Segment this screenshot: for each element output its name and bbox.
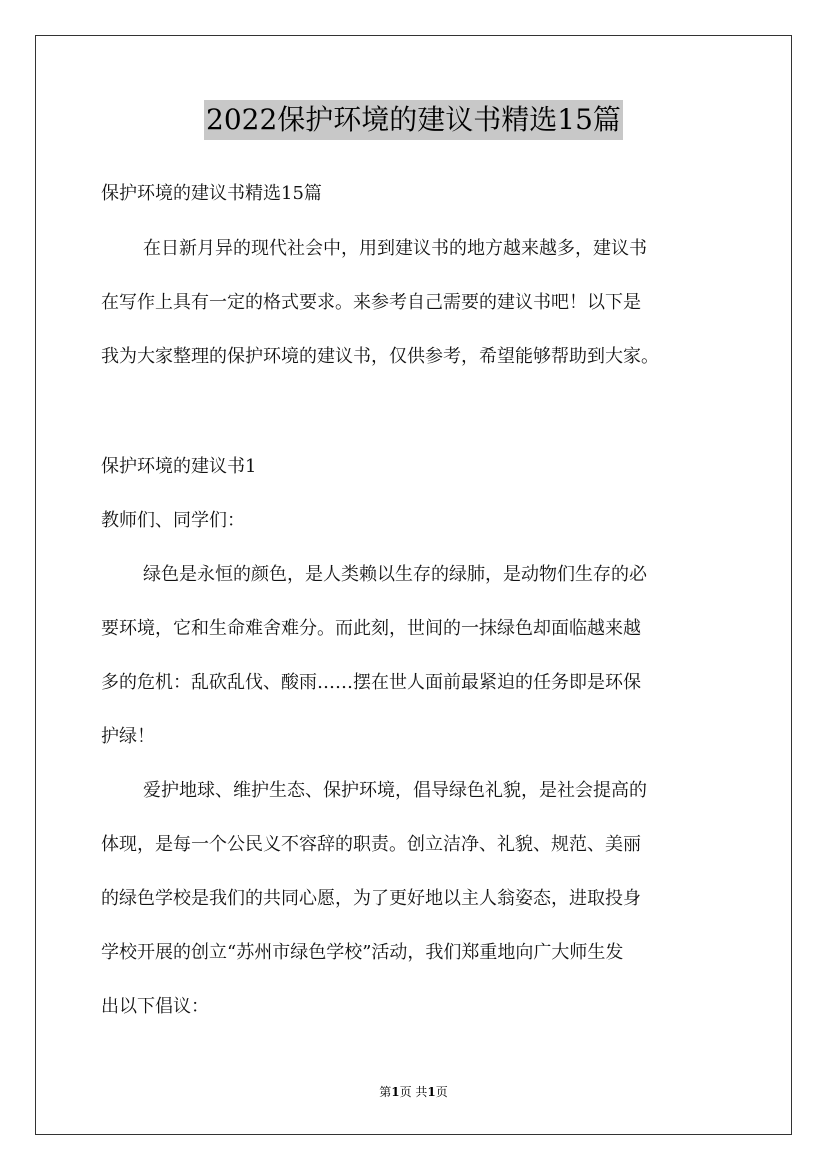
intro-line: 在日新月异的现代社会中，用到建议书的地方越来越多，建议书	[143, 238, 647, 259]
title-container	[0, 100, 827, 140]
page-total: 1	[427, 1085, 436, 1099]
paragraph-line: 爱护地球、维护生态、保护环境，倡导绿色礼貌，是社会提高的	[143, 780, 647, 801]
intro-line: 我为大家整理的保护环境的建议书，仅供参考，希望能够帮助到大家。	[101, 346, 659, 367]
paragraph-line: 学校开展的创立“苏州市绿色学校”活动，我们郑重地向广大师生发	[101, 942, 624, 963]
page-footer	[0, 1083, 827, 1100]
paragraph-line: 多的危机：乱砍乱伐、酸雨……摆在世人面前最紧迫的任务即是环保	[101, 672, 641, 693]
salutation: 教师们、同学们：	[101, 510, 245, 531]
page-number: 1	[391, 1085, 400, 1099]
paragraph-line: 出以下倡议：	[101, 996, 209, 1017]
paragraph-line: 绿色是永恒的颜色，是人类赖以生存的绿肺，是动物们生存的必	[143, 564, 647, 585]
footer-prefix: 第	[379, 1085, 392, 1099]
paragraph-line: 体现，是每一个公民义不容辞的职责。创立洁净、礼貌、规范、美丽	[101, 834, 641, 855]
paragraph-line: 要环境，它和生命难舍难分。而此刻，世间的一抹绿色却面临越来越	[101, 618, 641, 639]
footer-page-suffix: 页 共	[399, 1085, 428, 1099]
section-heading: 保护环境的建议书1	[101, 456, 257, 477]
paragraph-line: 的绿色学校是我们的共同心愿，为了更好地以主人翁姿态，进取投身	[101, 888, 641, 909]
paragraph-line: 护绿！	[101, 726, 155, 747]
footer-total-suffix: 页	[435, 1085, 448, 1099]
intro-line: 在写作上具有一定的格式要求。来参考自己需要的建议书吧！以下是	[101, 292, 641, 313]
subtitle: 保护环境的建议书精选15篇	[101, 183, 322, 204]
document-title: 2022保护环境的建议书精选15篇	[204, 100, 623, 140]
